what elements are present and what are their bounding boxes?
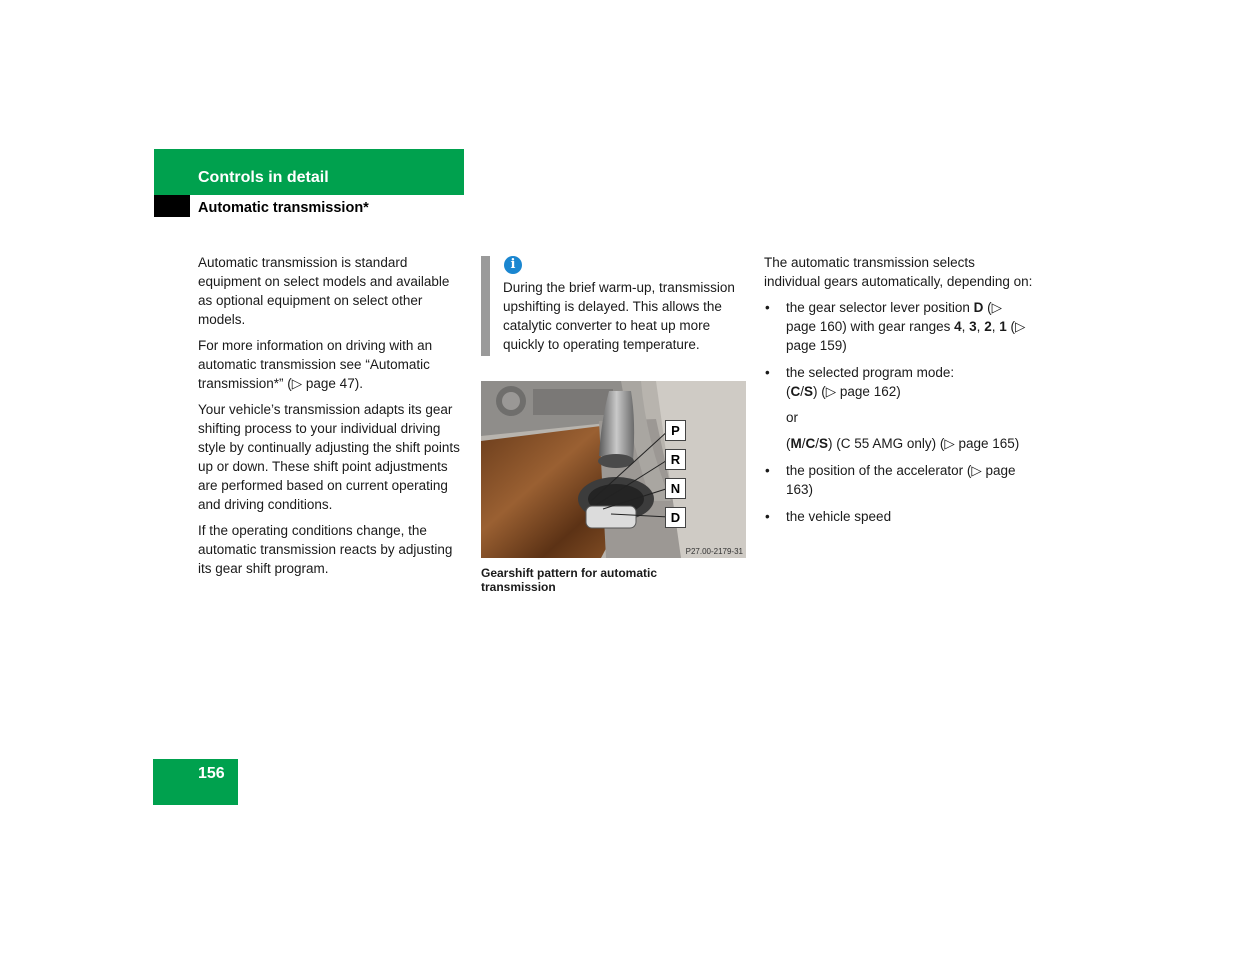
paren: ) xyxy=(813,384,818,399)
info-note-text: During the brief warm-up, transmission upshifting is delayed. This allows the catalytic converter to heat up more quickly to operating temperature. xyxy=(503,280,735,352)
intro-column xyxy=(198,253,466,585)
figure-code: P27.00-2179-31 xyxy=(685,547,743,556)
gear-label-n: N xyxy=(665,478,686,499)
list-item-text: (▷ page 159) xyxy=(786,319,1026,353)
paren: ) xyxy=(828,436,833,451)
details-column xyxy=(764,253,1034,534)
list-item-text: the selected program mode: xyxy=(786,365,955,380)
paragraph: Your vehicle’s transmission adapts its gear shifting process to your individual driving style by continually adjusting the shift points up or down. These shift point adjustments are performed based on current operating and driving conditions. xyxy=(198,402,460,512)
subsection-title: Automatic transmission* xyxy=(198,200,369,216)
list-item-text: (▷ page 160) with gear ranges xyxy=(786,300,1002,334)
separator: , xyxy=(991,319,1000,334)
list-item: • the vehicle speed xyxy=(764,507,1034,526)
figure-caption: Gearshift pattern for automatic transmission xyxy=(481,566,658,594)
paragraph: For more information on driving with an automatic transmission see “Automatic transmission*” (▷ page 47). xyxy=(198,338,433,391)
paragraph: Automatic transmission is standard equipment on select models and available as optional equipment on select other models. xyxy=(198,255,450,327)
mode-key: C xyxy=(805,436,816,451)
mode-key: S xyxy=(804,384,814,399)
gear-position: D xyxy=(973,300,984,315)
paragraph: The automatic transmission selects individual gears automatically, depending on: xyxy=(764,255,1033,289)
list-item xyxy=(764,298,1034,355)
section-title: Controls in detail xyxy=(198,169,329,186)
gearshift-photo-drawing xyxy=(481,381,746,558)
list-item: • the position of the accelerator (▷ page 163) xyxy=(764,461,1034,499)
gear-range: 1 xyxy=(999,319,1007,334)
bullet-list xyxy=(764,298,1034,526)
paren: ( xyxy=(786,436,791,451)
or-line: or xyxy=(786,410,799,425)
gear-range: 3 xyxy=(969,319,977,334)
mode-line xyxy=(786,434,1034,453)
gear-label-d: D xyxy=(665,507,686,528)
mode-key: C xyxy=(790,384,801,399)
mode-key: S xyxy=(819,436,829,451)
page-number: 156 xyxy=(198,765,225,782)
list-item-text: the gear selector lever position xyxy=(786,300,974,315)
gear-range: 4 xyxy=(954,319,962,334)
slash: / xyxy=(815,436,820,451)
separator: , xyxy=(961,319,970,334)
mode-line xyxy=(786,382,1034,401)
info-note xyxy=(481,256,749,356)
page-number-box xyxy=(153,759,238,805)
mode-key: M xyxy=(790,436,802,451)
page-ref: (▷ page 162) xyxy=(817,384,901,399)
list-item xyxy=(764,363,1034,453)
section-tab-marker xyxy=(154,195,190,217)
slash: / xyxy=(801,436,806,451)
slash: / xyxy=(800,384,805,399)
gear-range: 2 xyxy=(984,319,992,334)
gear-label-r: R xyxy=(665,449,686,470)
gear-label-p: P xyxy=(665,420,686,441)
paren: ( xyxy=(786,384,791,399)
info-icon: i xyxy=(504,256,522,274)
gearshift-illustration xyxy=(481,381,746,558)
page-ref: (C 55 AMG only) (▷ page 165) xyxy=(832,436,1020,451)
info-note-bar xyxy=(481,256,490,356)
separator: , xyxy=(976,319,985,334)
paragraph: If the operating conditions change, the automatic transmission reacts by adjusting its gear shift program. xyxy=(198,523,453,576)
